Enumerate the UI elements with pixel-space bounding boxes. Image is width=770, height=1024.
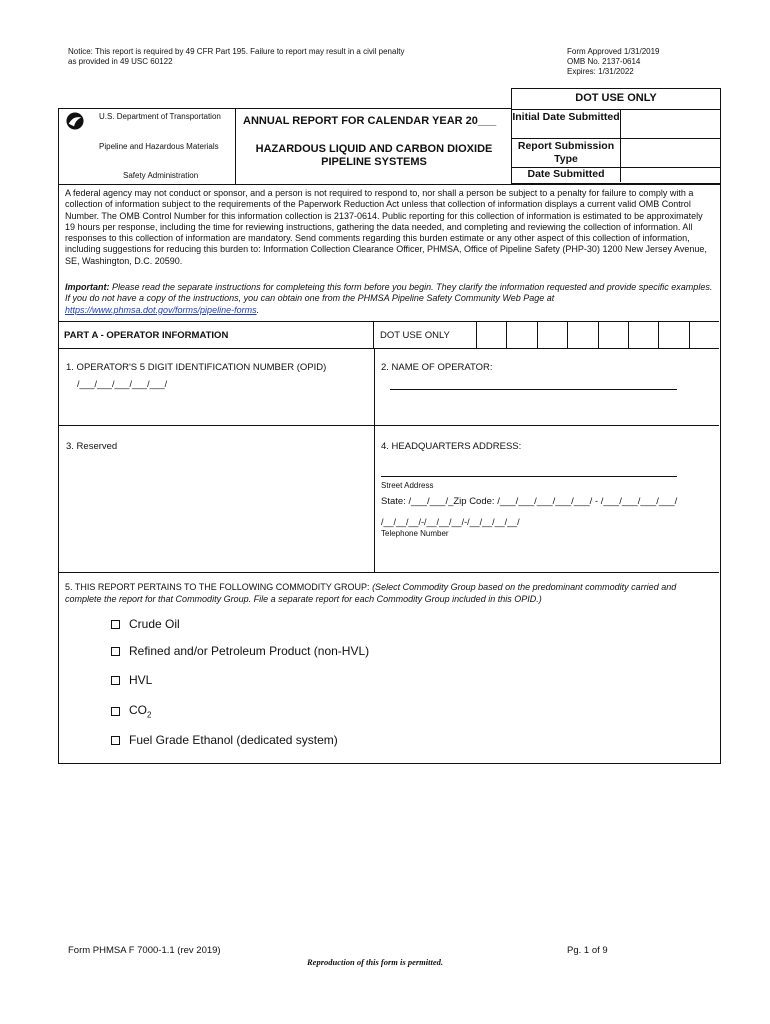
approval-date: Form Approved 1/31/2019 (567, 47, 660, 56)
agency-block (59, 109, 236, 185)
ethanol-checkbox[interactable] (111, 736, 120, 745)
street-address-label: Street Address (381, 481, 434, 490)
report-title: ANNUAL REPORT FOR CALENDAR YEAR 20___ (243, 115, 497, 127)
grid-divider (374, 349, 375, 573)
co2-checkbox[interactable] (111, 707, 120, 716)
dot-use-only-header: DOT USE ONLY (512, 89, 720, 110)
dot-use-cell[interactable] (659, 322, 689, 348)
crude-oil-checkbox[interactable] (111, 620, 120, 629)
state-zip-input[interactable]: State: /___/___/_Zip Code: /___/___/___/___/___/ - /___/___/___/___/ (381, 496, 678, 507)
operator-info-grid (59, 349, 719, 573)
street-address-input[interactable] (381, 476, 677, 477)
part-a-title: PART A - OPERATOR INFORMATION (59, 322, 374, 348)
notice-text (68, 47, 488, 67)
notice-line-2: as provided in 49 USC 60122 (68, 57, 173, 66)
option-co2[interactable] (111, 703, 151, 719)
part-a-dot-use-only: DOT USE ONLY (374, 322, 477, 348)
telephone-label: Telephone Number (381, 529, 449, 538)
notice-line-1: Notice: This report is required by 49 CFR Part 195. Failure to report may result in a civil penalty (68, 47, 405, 56)
dot-use-cell[interactable] (629, 322, 659, 348)
hq-address-label: 4. HEADQUARTERS ADDRESS: (381, 441, 522, 452)
dot-use-cell[interactable] (507, 322, 537, 348)
dot-use-cell[interactable] (568, 322, 598, 348)
initial-date-field[interactable] (621, 110, 720, 138)
pipeline-forms-link[interactable]: https://www.phmsa.dot.gov/forms/pipeline-forms (65, 304, 257, 315)
telephone-input[interactable]: /__/__/__/-/__/__/__/-/__/__/__/__/ (381, 517, 520, 527)
hvl-checkbox[interactable] (111, 676, 120, 685)
crude-oil-label: Crude Oil (129, 617, 180, 631)
agency-line-3: Safety Administration (123, 171, 199, 180)
omb-number: OMB No. 2137-0614 (567, 57, 641, 66)
subtitle-line-2: PIPELINE SYSTEMS (321, 156, 427, 168)
opid-input[interactable]: /___/___/___/___/___/ (77, 379, 168, 389)
form-approval (567, 47, 727, 77)
part-a-header (59, 321, 719, 349)
operator-name-input[interactable] (390, 389, 677, 390)
commodity-question-text: 5. THIS REPORT PERTAINS TO THE FOLLOWING COMMODITY GROUP: (65, 582, 370, 592)
ethanol-label: Fuel Grade Ethanol (dedicated system) (129, 733, 338, 747)
co2-text: CO (129, 703, 147, 717)
important-end: . (256, 304, 260, 315)
submission-type-field[interactable] (621, 139, 720, 167)
opid-label: 1. OPERATOR'S 5 DIGIT IDENTIFICATION NUMBER (OPID) (66, 362, 327, 373)
submission-type-label: Report Submission Type (512, 139, 621, 167)
report-subtitle (243, 143, 505, 169)
reserved-label: 3. Reserved (66, 441, 118, 452)
dot-use-cell[interactable] (477, 322, 507, 348)
commodity-question-hint: (Select Commodity Group based on the predominant commodity carried and complete the report for that Commodity Group. File a separate report for each Commodity Group included in this OPID.) (65, 582, 677, 604)
form-id: Form PHMSA F 7000-1.1 (rev 2019) (68, 945, 221, 956)
dot-use-cell[interactable] (538, 322, 568, 348)
subtitle-line-1: HAZARDOUS LIQUID AND CARBON DIOXIDE (255, 143, 493, 155)
agency-line-2: Pipeline and Hazardous Materials (99, 142, 219, 151)
expiry-date: Expires: 1/31/2022 (567, 67, 634, 76)
form-body (58, 184, 721, 764)
initial-date-label: Initial Date Submitted (512, 110, 621, 138)
option-refined-product[interactable] (111, 644, 369, 658)
option-crude-oil[interactable] (111, 617, 180, 631)
dot-use-cell[interactable] (690, 322, 719, 348)
dot-use-cell[interactable] (599, 322, 629, 348)
date-submitted-label: Date Submitted (512, 168, 621, 182)
reproduction-note: Reproduction of this form is permitted. (307, 957, 444, 967)
option-hvl[interactable] (111, 673, 152, 687)
co2-subscript: 2 (147, 710, 152, 720)
dot-use-only-box (511, 88, 721, 184)
grid-divider (59, 425, 719, 426)
page-number: Pg. 1 of 9 (567, 945, 608, 956)
co2-label (129, 703, 151, 719)
refined-product-label: Refined and/or Petroleum Product (non-HVL) (129, 644, 370, 658)
important-text: Please read the separate instructions for completeing this form before you begin. They clarify the information requested and provide specific examples. If you do not have a copy of the instructions, you can obtain one from the PHMSA Pipeline Safety Community Web Page at (65, 282, 713, 304)
date-submitted-field[interactable] (621, 168, 720, 182)
hvl-label: HVL (129, 673, 153, 687)
form-header (58, 108, 512, 184)
refined-product-checkbox[interactable] (111, 647, 120, 656)
dot-logo-icon (66, 112, 84, 130)
important-label: Important: (65, 282, 110, 292)
burden-statement: A federal agency may not conduct or sponsor, and a person is not required to respond to, nor shall a person be subject to a penalty for failure to comply with a collection of information subject to the requirements of the Paperwork Reduction Act unless that collection of information displays a current valid OMB Control Number. The OMB Control Number for this information collection is 2137-0614. Public reporting for this collection of information is estimated to be approximately 19 hours per response, including the time for reviewing instructions, gathering the data needed, and completing and reviewing the collection of information. All responses to this collection of information are mandatory. Send comments regarding this burden estimate or any other aspect of this collection of information, including suggestions for reducing this burden to: Information Collection Clearance Officer, PHMSA, Office of Pipeline Safety (PHP-30) 1200 New Jersey Avenue, SE, Washington, D.C. 20590. (65, 188, 707, 266)
option-fuel-grade-ethanol[interactable] (111, 733, 338, 747)
important-notice (65, 282, 715, 316)
agency-line-1: U.S. Department of Transportation (99, 112, 221, 121)
operator-name-label: 2. NAME OF OPERATOR: (381, 362, 493, 373)
commodity-group-question (65, 581, 715, 605)
